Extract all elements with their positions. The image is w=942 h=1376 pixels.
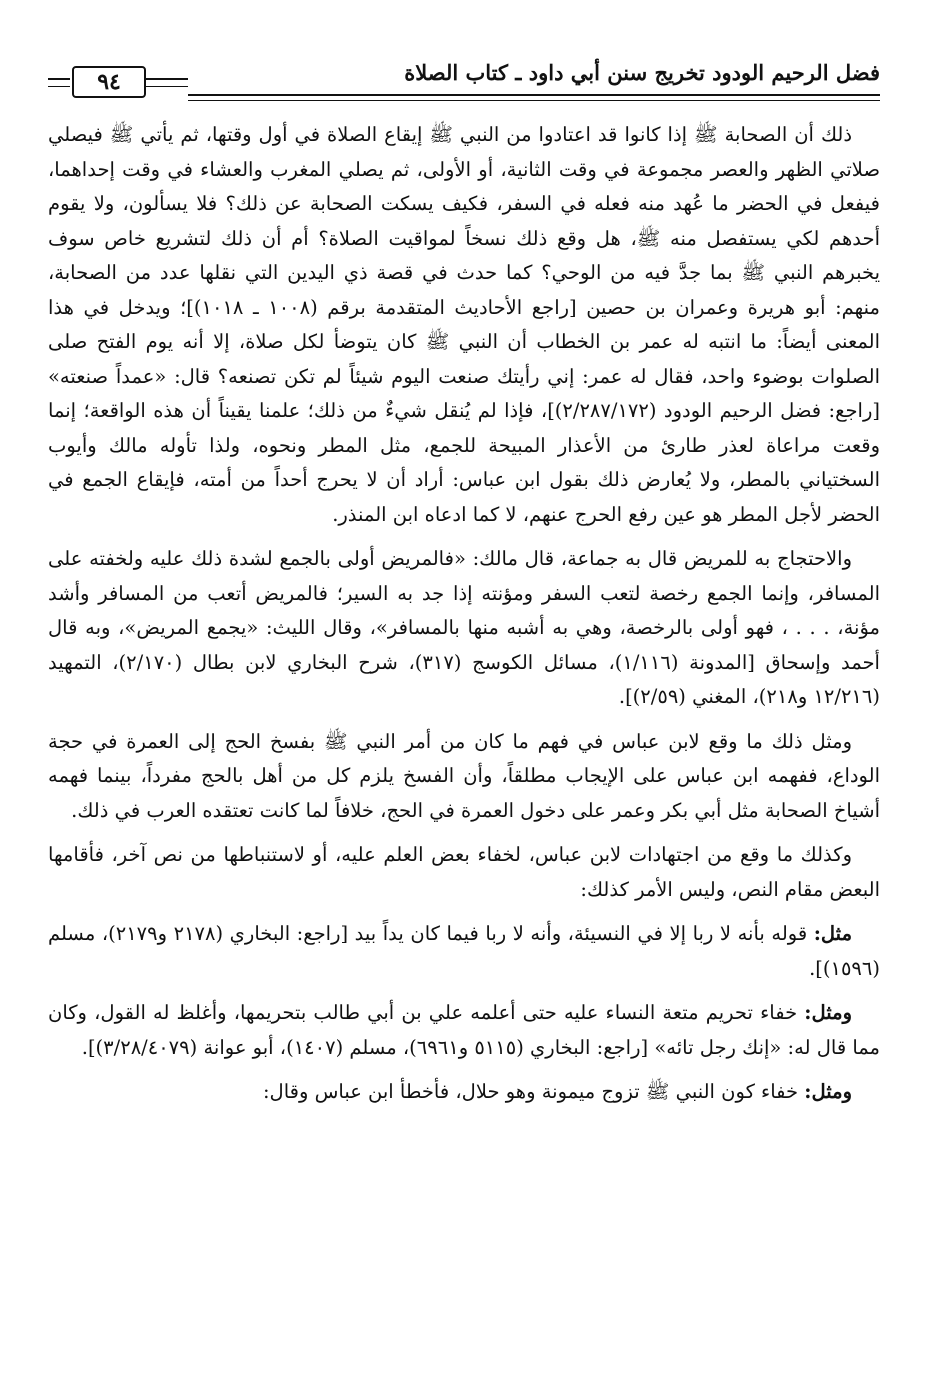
book-page: [48, 0, 880, 1376]
paragraph-5-text: قوله بأنه لا ربا إلا في النسيئة، وأنه لا ربا فيما كان يداً بيد [راجع: البخاري (٢١٧٨ و٢١٧٩)، مسلم (١٥٩٦)].: [48, 922, 880, 980]
header-rule: [188, 94, 880, 101]
paragraph-6: [48, 996, 880, 1065]
ornament-rule-right: [144, 78, 188, 87]
paragraph-5: [48, 917, 880, 986]
running-title: فضل الرحيم الودود تخريج سنن أبي داود ـ كتاب الصلاة: [404, 60, 880, 85]
ornament-rule-left: [48, 78, 70, 87]
page-number-ornament: [48, 66, 188, 100]
page-number: ٩٤: [72, 66, 146, 98]
page-header: [48, 52, 880, 108]
body-text: [48, 118, 880, 1120]
paragraph-6-text: خفاء تحريم متعة النساء عليه حتى أعلمه علي بن أبي طالب بتحريمها، وأغلظ له القول، وكان مما قال له: «إنك رجل تائه» [راجع: البخاري (٥١١٥ و٦٩٦١)، مسلم (١٤٠٧)، أبو عوانة (٣/٢٨/٤٠٧٩)].: [48, 1001, 880, 1059]
paragraph-7-lead: ومثل:: [804, 1080, 852, 1103]
paragraph-7-text: خفاء كون النبي ﷺ تزوج ميمونة وهو حلال، فأخطأ ابن عباس وقال:: [262, 1080, 805, 1103]
paragraph-6-lead: ومثل:: [804, 1001, 852, 1024]
paragraph-7: [48, 1075, 880, 1110]
paragraph-4: وكذلك ما وقع من اجتهادات لابن عباس، لخفاء بعض العلم عليه، أو لاستنباطها من نص آخر، فأقامها البعض مقام النص، وليس الأمر كذلك:: [48, 843, 880, 901]
paragraph-2: والاحتجاج به للمريض قال به جماعة، قال مالك: «فالمريض أولى بالجمع لشدة ذلك عليه ولخفته على المسافر، وإنما الجمع رخصة لتعب السفر ومؤنته إذا جد به السير؛ فالمريض أتعب من المسافر وأشد مؤنة، . . . ، فهو أولى بالرخصة، وهي به أشبه منها بالمسافر»، وقال الليث: «يجمع المريض»، وبه قال أحمد وإسحاق [المدونة (١/١١٦)، مسائل الكوسج (٣١٧)، شرح البخاري لابن بطال (٢/١٧٠)، التمهيد (١٢/٢١٦ و٢١٨)، المغني (٢/٥٩)].: [48, 547, 880, 708]
paragraph-5-lead: مثل:: [813, 922, 853, 945]
paragraph-3: ومثل ذلك ما وقع لابن عباس في فهم ما كان من أمر النبي ﷺ بفسخ الحج إلى العمرة في حجة الوداع، ففهمه ابن عباس على الإيجاب مطلقاً، وأن الفسخ يلزم كل من أهل بالحج مفرداً، بينما فهمه أشياخ الصحابة مثل أبي بكر وعمر على دخول العمرة في الحج، خلافاً لما كانت تعتقده العرب في ذلك.: [48, 729, 880, 822]
paragraph-1: ذلك أن الصحابة ﷺ إذا كانوا قد اعتادوا من النبي ﷺ إيقاع الصلاة في أول وقتها، ثم يأتي ﷺ فيصلي صلاتي الظهر والعصر مجموعة في وقت الثانية، أو الأولى، ثم يصلي المغرب والعشاء في وقت إحداهما، فيفعل في الحضر ما عُهد منه فعله في السفر، فكيف يسكت الصحابة عن ذلك؟ فلا يسألون، ولا يقوم أحدهم لكي يستفصل منه ﷺ، هل وقع ذلك نسخاً لمواقيت الصلاة؟ أم أن ذلك لتشريع خاص سوف يخبرهم النبي ﷺ بما جدَّ فيه من الوحي؟ كما حدث في قصة ذي اليدين التي نقلها عدد من الصحابة، منهم: أبو هريرة وعمران بن حصين [راجع الأحاديث المتقدمة برقم (١٠٠٨ ـ ١٠١٨)]؛ ويدخل في هذا المعنى أيضاً: ما انتبه له عمر بن الخطاب أن النبي ﷺ كان يتوضأ لكل صلاة، إلا أنه يوم الفتح صلى الصلوات بوضوء واحد، فقال له عمر: إني رأيتك صنعت اليوم شيئاً لم تكن تصنعه؟ قال: «عمداً صنعته» [راجع: فضل الرحيم الودود (٢/٢٨٧/١٧٢)]، فإذا لم يُنقل شيءٌ من ذلك؛ علمنا يقيناً أن هذه الواقعة؛ إنما وقعت مراعاة لعذر طارئ من الأعذار المبيحة للجمع، مثل المطر ونحوه، ولذا تأوله مالك وأيوب السختياني بالمطر، ولا يُعارض ذلك بقول ابن عباس: أراد أن لا يحرج أحداً من أمته، فإيقاع الجمع في الحضر لأجل المطر هو عين رفع الحرج عنهم، لا كما ادعاه ابن المنذر.: [48, 123, 880, 526]
